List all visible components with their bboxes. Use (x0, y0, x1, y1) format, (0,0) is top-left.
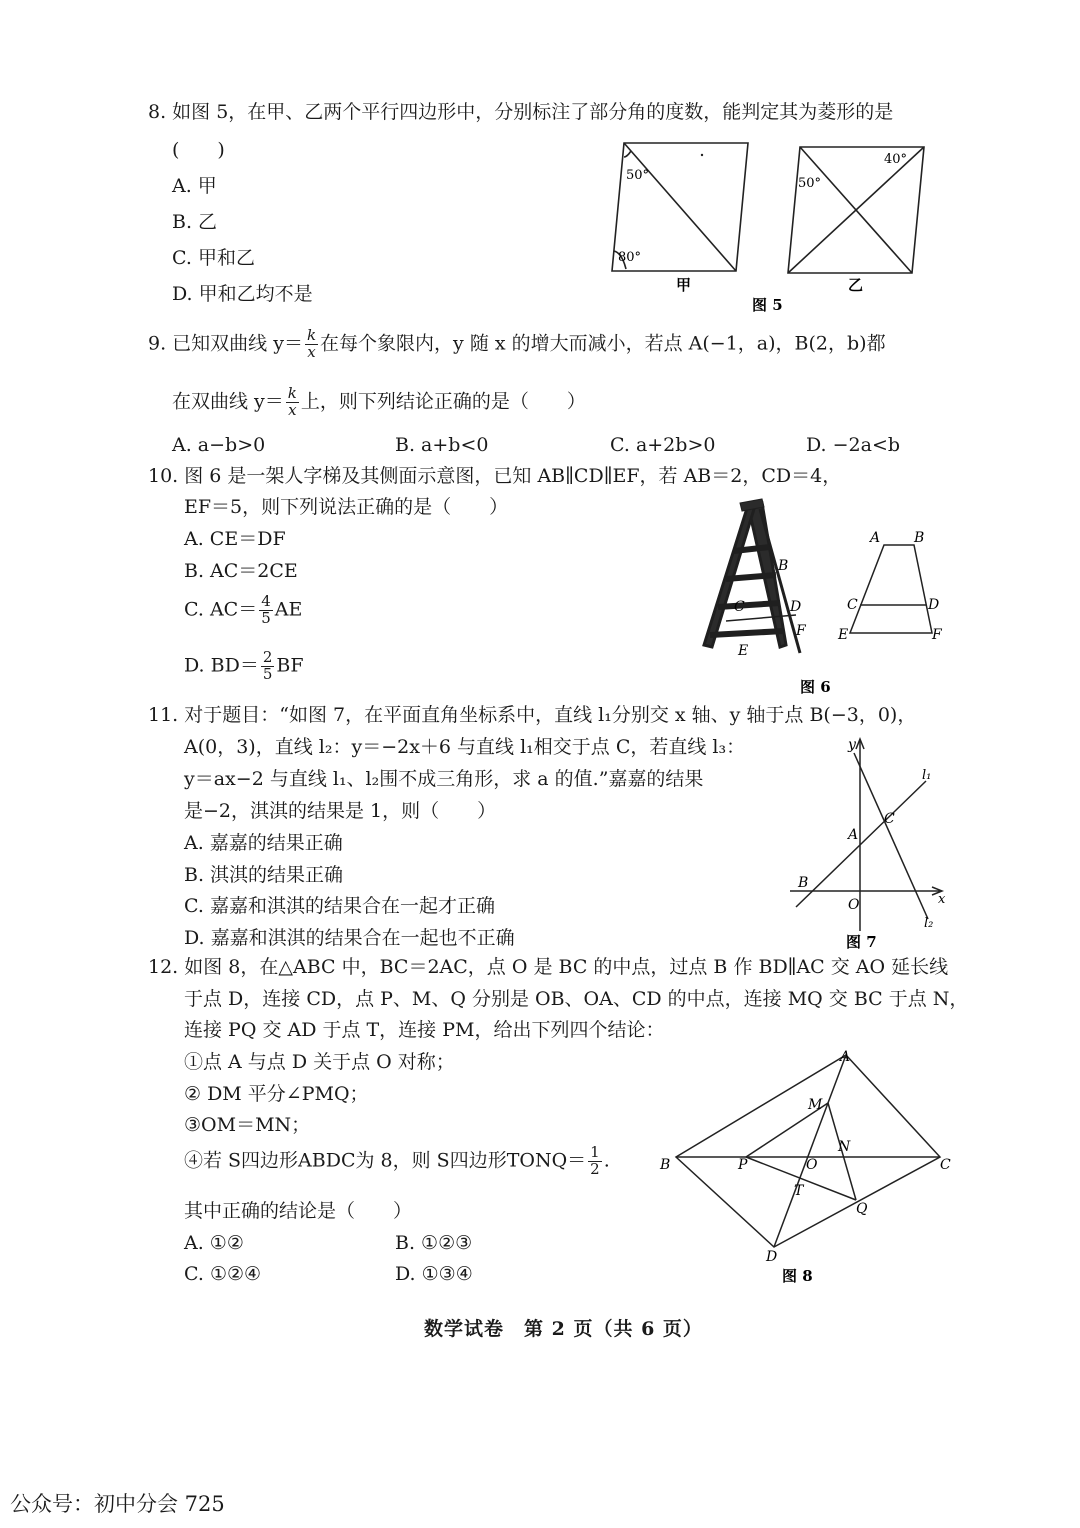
fig8-point-b: B (660, 1157, 671, 1173)
q12-conclusion-2: ② DM 平分∠PMQ； (184, 1083, 369, 1105)
q9-line1-b: 在每个象限内，y 随 x 的增大而减小，若点 A(−1，a)，B(2，b)都 (320, 332, 886, 355)
q10-option-b: B. AC＝2CE (184, 560, 298, 582)
q9-line2 (172, 386, 586, 419)
q9-line1 (148, 328, 886, 361)
fig8-point-n: N (838, 1139, 851, 1155)
q12-line1: 12. 如图 8，在△ABC 中，BC＝2AC，点 O 是 BC 的中点，过点 B 作 BD∥AC 交 AO 延长线 (148, 956, 949, 978)
fig7-caption: 图 7 (846, 933, 877, 951)
fig7-point-a: A (848, 827, 859, 843)
q12-option-d: D. ①③④ (395, 1263, 473, 1285)
fig6-label-d: D (928, 597, 940, 613)
fig5-angle-50-right: 50° (798, 176, 822, 191)
q8-option-a: A. 甲 (172, 175, 217, 197)
q9-option-d: D. −2a<b (806, 434, 901, 456)
q9-fraction-1: $\frac{k}{x}$ (306, 326, 317, 361)
q9-fraction-2: $\frac{k}{x}$ (287, 384, 297, 419)
q12-fraction: $\frac{1}{2}$ (590, 1143, 600, 1178)
figure-5 (600, 135, 960, 320)
ladder-illustration (704, 499, 800, 653)
fig6-photo-label-c: C (734, 599, 745, 615)
q8-option-b: B. 乙 (172, 211, 218, 233)
fig7-origin: O (848, 897, 860, 913)
fig8-point-t: T (794, 1183, 804, 1199)
q11-option-b: B. 淇淇的结果正确 (184, 864, 344, 886)
q9-line2-b: 上，则下列结论正确的是（ ） (300, 390, 586, 413)
q12-option-c: C. ①②④ (184, 1263, 262, 1285)
q12-conclusion-1: ①点 A 与点 D 关于点 O 对称； (184, 1051, 455, 1073)
q10-option-c: C. AC＝ $\frac{4}{5}$ AE (184, 592, 303, 627)
q10-option-a: A. CE＝DF (184, 528, 286, 550)
fig6-photo-label-e: E (738, 643, 749, 659)
q9-line1-a: 9. 已知双曲线 y＝ (148, 332, 303, 355)
segment-ad (774, 1055, 846, 1247)
q12-option-b: B. ①②③ (395, 1232, 473, 1254)
q11-line2: A(0，3)，直线 l₂：y＝−2x＋6 与直线 l₁相交于点 C，若直线 l₃： (184, 736, 746, 758)
q8-answer-paren: ( ) (172, 139, 225, 161)
q10-option-d: D. BD＝ $\frac{2}{5}$ BF (184, 648, 304, 683)
q11-option-a: A. 嘉嘉的结果正确 (184, 832, 343, 854)
q8-stem: 8. 如图 5，在甲、乙两个平行四边形中，分别标注了部分角的度数，能判定其为菱形的是 (148, 101, 894, 123)
fig6-label-c: C (847, 597, 858, 613)
fig7-l1-label: l₁ (922, 768, 932, 783)
q10-c-fraction: $\frac{4}{5}$ (261, 592, 271, 627)
page-footer: 数学试卷 第 2 页（共 6 页） (424, 1318, 703, 1340)
fig8-point-q: Q (856, 1201, 868, 1217)
line-l2 (854, 753, 928, 919)
figure-7 (780, 735, 960, 957)
fig8-point-d: D (766, 1249, 778, 1265)
q9-option-a: A. a−b>0 (172, 434, 266, 456)
q8-option-c: C. 甲和乙 (172, 247, 255, 269)
fig7-l2-label: l₂ (924, 916, 934, 931)
q11-line4: 是−2，淇淇的结果是 1，则（ ） (184, 800, 497, 822)
fig6-photo-label-d: D (790, 599, 802, 615)
fig6-label-a: A (870, 530, 881, 546)
fig6-caption: 图 6 (800, 678, 831, 696)
fig6-label-b: B (914, 530, 925, 546)
fig5-label-jia: 甲 (676, 276, 692, 294)
fig5-angle-40: 40° (884, 152, 908, 167)
figure-8 (650, 1045, 960, 1290)
trapezoid-schematic (850, 545, 932, 633)
fig8-point-p: P (738, 1157, 748, 1173)
q12-line3: 连接 PQ 交 AD 于点 T，连接 PM，给出下列四个结论： (184, 1019, 665, 1041)
q12-conclusion-3: ③OM＝MN； (184, 1114, 311, 1136)
q12-line2: 于点 D，连接 CD，点 P、M、Q 分别是 OB、OA、CD 的中点，连接 MQ 交 BC 于点 N， (184, 988, 969, 1010)
q12-option-a: A. ①② (184, 1232, 244, 1254)
q12-conclusion-4: ④若 S四边形ABDC为 8，则 S四边形TONQ＝ $\frac{1}{2}$ . (184, 1143, 610, 1178)
q9-option-b: B. a+b<0 (395, 434, 489, 456)
figure-6 (690, 495, 960, 700)
q10-line1: 10. 图 6 是一架人字梯及其侧面示意图，已知 AB∥CD∥EF，若 AB＝2，CD＝4， (148, 465, 842, 487)
fig6-photo-label-f: F (796, 623, 806, 639)
q10-line2: EF＝5，则下列说法正确的是（ ） (184, 496, 509, 518)
fig8-point-m: M (808, 1097, 823, 1113)
q10-d-fraction: $\frac{2}{5}$ (262, 648, 273, 683)
q9-option-c: C. a+2b>0 (610, 434, 716, 456)
fig5-label-yi: 乙 (848, 276, 864, 294)
q9-line2-a: 在双曲线 y＝ (172, 390, 284, 413)
fig7-y-label: y (848, 737, 856, 753)
q12-ask: 其中正确的结论是（ ） (184, 1200, 413, 1222)
q11-line1: 11. 对于题目：“如图 7，在平面直角坐标系中，直线 l₁分别交 x 轴、y 轴于点 B(−3，0)， (148, 704, 917, 726)
fig7-point-c: C (884, 811, 895, 827)
fig6-photo-label-b: B (778, 558, 789, 574)
fig7-point-b: B (798, 875, 809, 891)
fig8-point-a: A (840, 1049, 851, 1065)
fig5-angle-50-left: 50° (626, 168, 650, 183)
q8-option-d: D. 甲和乙均不是 (172, 283, 313, 305)
fig6-label-e: E (838, 627, 849, 643)
fig8-caption: 图 8 (782, 1267, 813, 1285)
quadrilateral-abdc (676, 1055, 940, 1247)
fig8-point-c: C (940, 1157, 951, 1173)
fig5-angle-80: 80° (618, 250, 642, 265)
q11-option-d: D. 嘉嘉和淇淇的结果合在一起也不正确 (184, 927, 515, 949)
q11-option-c: C. 嘉嘉和淇淇的结果合在一起才正确 (184, 895, 495, 917)
watermark: 公众号：初中分会 725 (10, 1492, 225, 1516)
fig7-x-label: x (938, 892, 946, 907)
fig6-label-f: F (932, 627, 942, 643)
line-l1 (796, 781, 926, 907)
q11-line3: y＝ax−2 与直线 l₁、l₂围不成三角形，求 a 的值.”嘉嘉的结果 (184, 768, 704, 790)
fig5-caption: 图 5 (752, 296, 783, 314)
fig8-point-o: O (806, 1157, 818, 1173)
